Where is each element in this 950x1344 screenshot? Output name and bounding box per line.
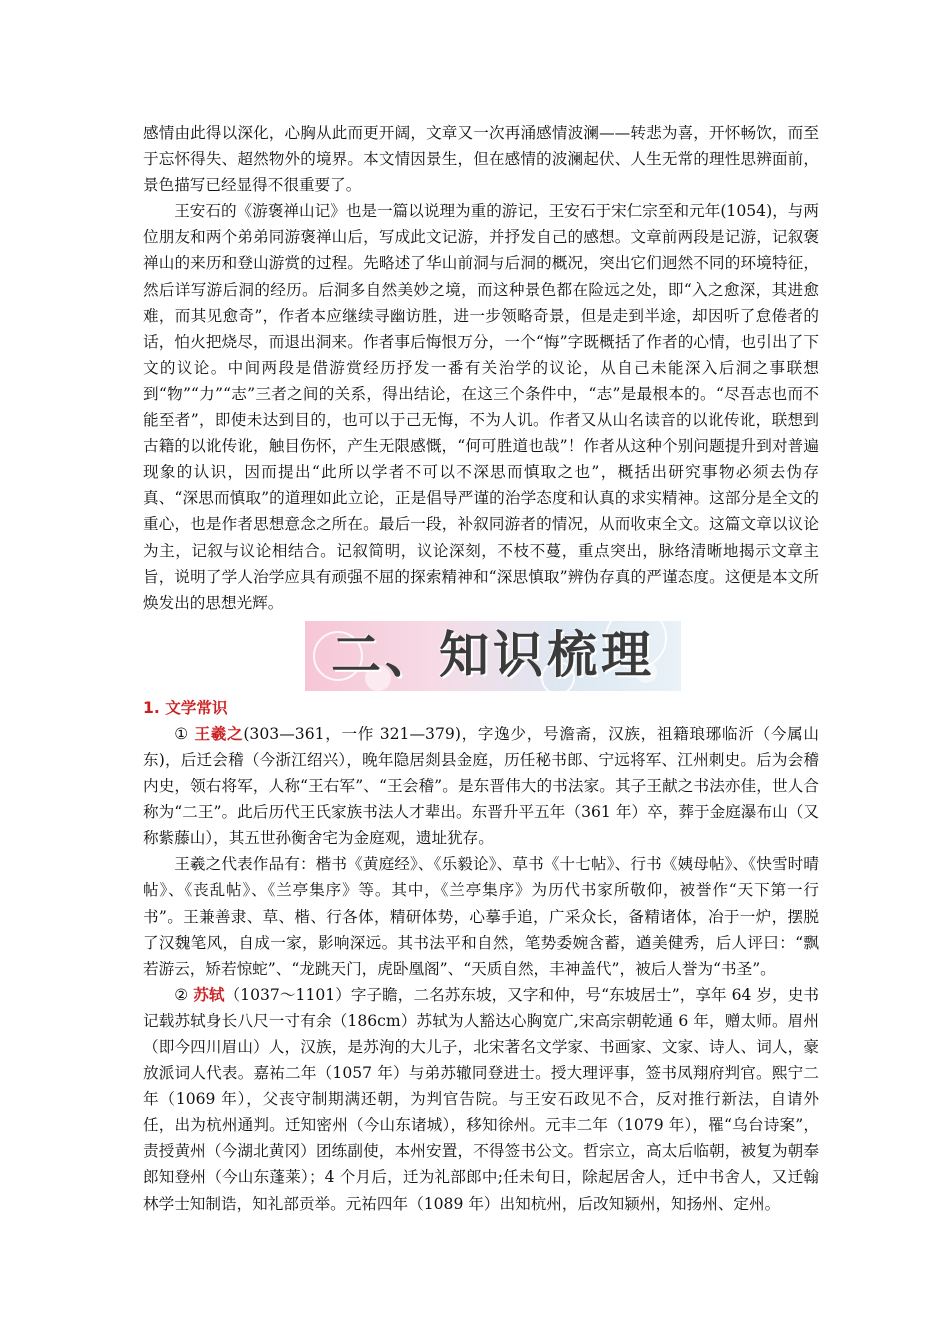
list-item	[143, 721, 819, 851]
person-name: 王羲之	[194, 724, 244, 743]
document-page	[143, 120, 819, 1217]
banner-title: 二、知识梳理	[331, 625, 655, 684]
item-marker: ①	[174, 724, 189, 743]
paragraph: 感情由此得以深化，心胸从此而更开阔，文章又一次再涌感情波澜——转悲为喜，开怀畅饮，而至于忘怀得失、超然物外的境界。本文情因景生，但在感情的波澜起伏、人生无常的理性思辨面前，景色描写已经显得不很重要了。	[143, 124, 819, 195]
person-name: 苏轼	[193, 985, 225, 1004]
paragraph: 王安石的《游褒禅山记》也是一篇以说理为重的游记，王安石于宋仁宗至和元年(1054)，与两位朋友和两个弟弟同游褒禅山后，写成此文记游，并抒发自己的感想。文章前两段是记游，记叙褒禅山的来历和登山游赏的过程。先略述了华山前洞与后洞的概况，突出它们迥然不同的环境特征，然后详写游后洞的经历。后洞多自然美妙之境，而这种景色都在险远之处，即“入之愈深，其进愈难，而其见愈奇”，作者本应继续寻幽访胜，进一步领略奇景，但是走到半途，却因听了怠倦者的话，怕火把烧尽，而退出洞来。作者事后悔恨万分，一个“悔”字既概括了作者的心情，也引出了下文的议论。中间两段是借游赏经历抒发一番有关治学的议论，从自己未能深入后洞之事联想到“物”“力”“志”三者之间的关系，得出结论，在这三个条件中，“志”是最根本的。“尽吾志也而不能至者”，即使未达到目的，也可以于己无悔，不为人讥。作者又从山名读音的以讹传讹，联想到古籍的以讹传讹，触目伤怀，产生无限感慨，“何可胜道也哉”！作者从这种个别问题提升到对普遍现象的认识，因而提出“此所以学者不可以不深思而慎取之也”，概括出研究事物必须去伪存真、“深思而慎取”的道理如此立论，正是倡导严谨的治学态度和认真的求实精神。这部分是全文的重心，也是作者思想意念之所在。最后一段，补叙同游者的情况，从而收束全文。这篇文章以议论为主，记叙与议论相结合。记叙简明，议论深刻，不枝不蔓，重点突出，脉络清晰地揭示文章主旨，说明了学人治学应具有顽强不屈的探索精神和“深思慎取”辨伪存真的严谨态度。这便是本文所焕发出的思想光辉。	[143, 202, 819, 612]
item-text: (303—361，一作 321—379)，字逸少，号澹斋，汉族，祖籍琅琊临沂（今属山东)，后迁会稽（今浙江绍兴），晚年隐居剡县金庭，历任秘书郎、宁远将军、江州刺史。后为会稽内史，领右将军，人称“王右军”、“王会稽”。是东晋伟大的书法家。其子王献之书法亦佳，世人合称为“二王”。此后历代王氏家族书法人才辈出。东晋升平五年（361 年）卒，葬于金庭瀑布山（又称紫藤山），其五世孙衡舍宅为金庭观，遗址犹存。	[143, 724, 819, 848]
section-heading: 1. 文学常识	[143, 698, 228, 717]
item-text: （1037～1101）字子瞻，二名苏东坡，又字和仲，号“东坡居士”，享年 64 岁，史书记载苏轼身长八尺一寸有余（186cm）苏轼为人豁达心胸宽广,宋高宗朝乾通 6 年，赠太师。眉州（即今四川眉山）人，汉族，是苏洵的大儿子，北宋著名文学家、书画家、文家、诗人、词人，豪放派词人代表。嘉祐二年（1057 年）与弟苏辙同登进士。授大理评事，签书凤翔府判官。熙宁二年（1069 年），父丧守制期满还朝，为判官告院。与王安石政见不合，反对推行新法，自请外任，出为杭州通判。迁知密州（今山东诸城），移知徐州。元丰二年（1079 年），罹“乌台诗案”，责授黄州（今湖北黄冈）团练副使，本州安置，不得签书公文。哲宗立，高太后临朝，被复为朝奉郎知登州（今山东蓬莱）；4 个月后，迁为礼部郎中;任未旬日，除起居舍人，迁中书舍人，又迁翰林学士知制诰，知礼部贡举。元祐四年（1089 年）出知杭州，后改知颍州，知扬州、定州。	[143, 985, 819, 1213]
item-marker: ②	[174, 985, 189, 1004]
paragraph: 王羲之代表作品有：楷书《黄庭经》、《乐毅论》、草书《十七帖》、行书《姨母帖》、《快雪时晴帖》、《丧乱帖》、《兰亭集序》等。其中，《兰亭集序》为历代书家所敬仰，被誉作“天下第一行书”。王兼善隶、草、楷、行各体，精研体势，心摹手追，广采众长，备精诸体，冶于一炉，摆脱了汉魏笔风，自成一家，影响深远。其书法平和自然，笔势委婉含蓄，遒美健秀，后人评曰：“飘若游云，矫若惊蛇”、“龙跳天门，虎卧凰阁”、“天质自然，丰神盖代”，被后人誉为“书圣”。	[143, 855, 819, 978]
section-banner	[305, 621, 681, 691]
list-item	[143, 982, 819, 1217]
